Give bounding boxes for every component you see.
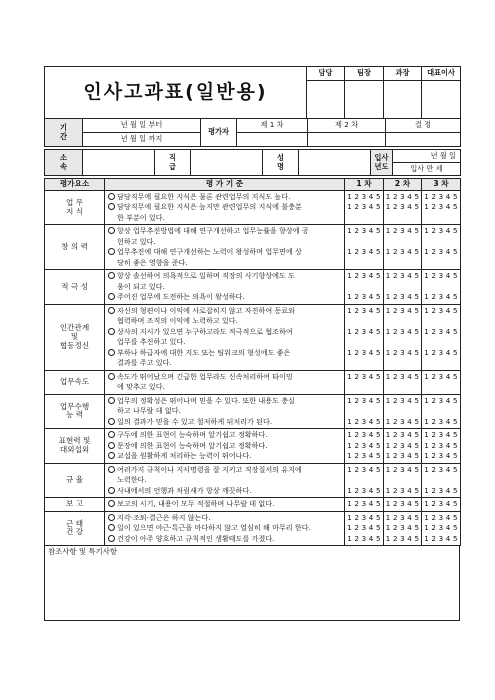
criteria-text: 업무를 추진하고 있다. [117, 337, 186, 347]
score-cell-round2[interactable] [384, 511, 422, 545]
criteria-text: 건강이 아주 양호하고 규칙적인 생활태도를 가졌다. [117, 533, 275, 543]
evaluator-label: 평가자 [201, 119, 237, 147]
decision-sign[interactable] [386, 133, 461, 147]
score-scale [422, 382, 460, 392]
name-field[interactable] [299, 150, 371, 176]
circle-bullet-icon [108, 535, 115, 542]
score-scale[interactable]: 1 2 3 4 5 [347, 326, 381, 336]
circle-bullet-icon [108, 328, 115, 335]
score-scale[interactable]: 1 2 3 4 5 [385, 305, 420, 315]
score-scale [422, 475, 460, 485]
evaluator-round1-sign[interactable] [237, 133, 308, 147]
appraisal-form [44, 66, 460, 621]
criteria-text: 당히 좋은 영향을 준다. [117, 257, 188, 267]
notes-label: 참조사항 및 특기사항 [48, 547, 117, 557]
criteria-line [108, 226, 342, 236]
score-scale[interactable]: 1 2 3 4 5 [424, 499, 458, 509]
evaluation-row [45, 498, 461, 511]
criteria-line [108, 327, 342, 337]
score-cell-round2[interactable] [384, 498, 422, 511]
evaluator-round2-sign[interactable] [308, 133, 386, 147]
score-scale [384, 475, 421, 485]
score-cell-round3[interactable] [422, 511, 461, 545]
score-scale[interactable]: 1 2 3 4 5 [385, 226, 420, 236]
criteria-text: 일이 있으면 야근·특근을 마다하지 않고 열심히 해 마무리 한다. [117, 523, 311, 533]
criteria-line [108, 486, 342, 496]
score-scale[interactable]: 1 2 3 4 5 [347, 512, 381, 522]
score-scale [384, 337, 421, 347]
evaluation-category: 창 의 력 [45, 225, 105, 270]
period-label: 기 간 [45, 119, 83, 147]
score-scale[interactable]: 1 2 3 4 5 [385, 271, 420, 281]
score-scale [345, 382, 383, 392]
score-cell-round3[interactable] [422, 191, 461, 225]
score-scale[interactable]: 1 2 3 4 5 [385, 371, 420, 381]
evaluation-table [44, 178, 461, 546]
criteria-line [108, 271, 342, 281]
score-scale[interactable]: 1 2 3 4 5 [347, 192, 381, 201]
score-scale[interactable]: 1 2 3 4 5 [385, 512, 420, 522]
score-scale[interactable]: 1 2 3 4 5 [424, 371, 458, 381]
score-scale[interactable]: 1 2 3 4 5 [385, 326, 420, 336]
criteria-text: 움이 되고 있다. [117, 281, 165, 291]
score-scale[interactable]: 1 2 3 4 5 [347, 499, 381, 509]
score-scale [384, 382, 421, 392]
criteria-line [108, 237, 342, 247]
approval-label: 대표이사 [422, 67, 461, 81]
criteria-text: 주어진 업무에 도전하는 의욕이 왕성하다. [117, 292, 245, 302]
criteria-line [108, 513, 342, 523]
evaluation-row [45, 304, 461, 370]
score-cell-round3[interactable] [422, 498, 461, 511]
score-scale[interactable]: 1 2 3 4 5 [424, 202, 458, 212]
evaluation-row [45, 394, 461, 428]
approval-sign-box[interactable] [307, 81, 345, 119]
circle-bullet-icon [108, 307, 115, 314]
criteria-line [108, 258, 342, 268]
score-cell-round1[interactable] [345, 498, 384, 511]
circle-bullet-icon [108, 500, 115, 507]
criteria-text: 교섭을 원활하게 처리하는 능력이 뛰어나다. [117, 451, 252, 461]
approval-sign-box[interactable] [384, 81, 422, 119]
circle-bullet-icon [108, 466, 115, 473]
score-scale[interactable]: 1 2 3 4 5 [385, 395, 420, 405]
score-scale [384, 316, 421, 326]
round2-header: 2 차 [384, 179, 422, 191]
criteria-line [108, 348, 342, 358]
score-scale [345, 406, 383, 416]
score-scale[interactable]: 1 2 3 4 5 [424, 271, 458, 281]
score-scale[interactable]: 1 2 3 4 5 [385, 440, 420, 450]
score-scale [384, 406, 421, 416]
criteria-line [108, 192, 342, 202]
criteria-text: 협력하며 조직의 이익에 노력하고 있다. [117, 316, 238, 326]
score-cell-round3[interactable] [422, 429, 461, 463]
score-cell-round3[interactable] [422, 304, 461, 370]
evaluation-category: 적 극 성 [45, 270, 105, 304]
score-scale [422, 213, 460, 223]
circle-bullet-icon [108, 514, 115, 521]
evaluation-row [45, 463, 461, 497]
criteria-line [108, 499, 342, 509]
criteria-text: 업무의 정확성은 뛰어나며 믿을 수 있다. 또한 내용도 충실 [117, 395, 295, 405]
criteria-line [108, 465, 342, 475]
score-cell-round3[interactable] [422, 270, 461, 304]
score-scale[interactable]: 1 2 3 4 5 [385, 430, 420, 440]
criteria-text: 문장에 의한 표현이 능숙하며 알기쉽고 정확하다. [117, 440, 268, 450]
criteria-line [108, 292, 342, 302]
circle-bullet-icon [108, 431, 115, 438]
evaluation-category: 표현력 및 대외섭외 [45, 429, 105, 463]
score-cell-round1[interactable] [345, 304, 384, 370]
score-scale[interactable]: 1 2 3 4 5 [424, 464, 458, 474]
circle-bullet-icon [108, 203, 115, 210]
evaluation-category: 인간관계 및 협동정신 [45, 304, 105, 370]
evaluation-category: 업무속도 [45, 370, 105, 394]
score-scale[interactable]: 1 2 3 4 5 [424, 292, 458, 302]
criteria-text: 일의 결과가 믿을 수 있고 철저하게 뒤처리가 된다. [117, 416, 273, 426]
period-to[interactable]: 년 월 일 까지 [83, 133, 201, 147]
criteria-text: 담당직무에 필요한 지식은 물론 관련업무의 지식도 높다. [117, 192, 291, 201]
score-cell-round1[interactable] [345, 429, 384, 463]
evaluation-criteria [105, 429, 345, 463]
score-scale[interactable]: 1 2 3 4 5 [424, 512, 458, 522]
criteria-line [108, 213, 342, 223]
join-age-field[interactable]: 입사 만 세 [393, 163, 461, 176]
score-scale[interactable]: 1 2 3 4 5 [385, 451, 420, 461]
criteria-text: 담당직무에 필요한 지식은 높지만 관련업무의 지식에 불충분 [117, 202, 302, 212]
join-date-field[interactable]: 년 월 일 [393, 150, 461, 163]
info-table [44, 149, 461, 176]
score-scale[interactable]: 1 2 3 4 5 [347, 430, 381, 440]
criteria-line [108, 337, 342, 347]
criteria-line [108, 406, 342, 416]
approval-label: 담당 [307, 67, 345, 81]
evaluation-row [45, 429, 461, 463]
notes-table [44, 545, 460, 621]
circle-bullet-icon [108, 452, 115, 459]
criteria-line [108, 430, 342, 440]
criteria-line [108, 396, 342, 406]
evaluation-criteria [105, 511, 345, 545]
round1-header: 1 차 [345, 179, 384, 191]
approval-sign-box[interactable] [345, 81, 384, 119]
criteria-header: 평 가 기 준 [105, 179, 345, 191]
score-cell-round3[interactable] [422, 463, 461, 497]
score-scale[interactable]: 1 2 3 4 5 [385, 499, 420, 509]
score-cell-round2[interactable] [384, 394, 422, 428]
score-scale[interactable]: 1 2 3 4 5 [347, 485, 381, 495]
criteria-text: 헌하고 있다. [117, 236, 156, 246]
score-cell-round2[interactable] [384, 429, 422, 463]
score-cell-round1[interactable] [345, 225, 384, 270]
score-scale [384, 258, 421, 268]
score-scale[interactable]: 1 2 3 4 5 [385, 247, 420, 257]
circle-bullet-icon [108, 487, 115, 494]
criteria-line [108, 523, 342, 533]
score-cell-round1[interactable] [345, 511, 384, 545]
score-scale [422, 406, 460, 416]
score-scale[interactable]: 1 2 3 4 5 [424, 416, 458, 426]
score-scale[interactable]: 1 2 3 4 5 [347, 247, 381, 257]
form-title: 인사고과표(일반용) [45, 67, 307, 119]
score-scale[interactable]: 1 2 3 4 5 [424, 430, 458, 440]
score-cell-round1[interactable] [345, 270, 384, 304]
score-scale[interactable]: 1 2 3 4 5 [385, 533, 420, 543]
score-scale [384, 358, 421, 368]
criteria-line [108, 247, 342, 257]
criteria-text: 지각·조퇴·결근은 하지 않는다. [117, 512, 211, 522]
evaluation-category: 업 무 지 식 [45, 191, 105, 225]
score-scale[interactable]: 1 2 3 4 5 [347, 292, 381, 302]
score-scale[interactable]: 1 2 3 4 5 [424, 226, 458, 236]
criteria-text: 부하나 하급자에 대한 지도 또는 팀워크의 형성에도 좋은 [117, 347, 291, 357]
score-cell-round3[interactable] [422, 394, 461, 428]
criteria-text: 항상 업무추진방법에 대해 연구개선하고 업무능률을 향상에 공 [117, 226, 309, 236]
evaluation-category: 근 태 건 강 [45, 511, 105, 545]
score-scale [345, 258, 383, 268]
score-scale [345, 237, 383, 247]
category-header: 평가요소 [45, 179, 105, 191]
criteria-line [108, 475, 342, 485]
affiliation-label: 소 속 [45, 150, 83, 176]
score-scale[interactable]: 1 2 3 4 5 [347, 523, 381, 533]
evaluation-criteria [105, 191, 345, 225]
criteria-text: 상사의 지시가 있으면 누구하고라도 적극적으로 협조하여 [117, 326, 293, 336]
evaluation-criteria [105, 394, 345, 428]
evaluator-round2: 제 2 차 [308, 119, 386, 133]
score-scale[interactable]: 1 2 3 4 5 [424, 533, 458, 543]
score-cell-round1[interactable] [345, 191, 384, 225]
score-cell-round2[interactable] [384, 270, 422, 304]
score-scale[interactable]: 1 2 3 4 5 [424, 451, 458, 461]
decision-label: 결 정 [386, 119, 461, 133]
score-scale [422, 316, 460, 326]
name-label: 성 명 [263, 150, 299, 176]
score-scale[interactable]: 1 2 3 4 5 [385, 464, 420, 474]
evaluation-row [45, 191, 461, 225]
score-scale[interactable]: 1 2 3 4 5 [424, 395, 458, 405]
criteria-line [108, 372, 342, 382]
circle-bullet-icon [108, 373, 115, 380]
approval-label: 과장 [384, 67, 422, 81]
criteria-line [108, 382, 342, 392]
score-scale [345, 316, 383, 326]
score-scale[interactable]: 1 2 3 4 5 [385, 416, 420, 426]
criteria-line [108, 202, 342, 212]
score-scale [422, 258, 460, 268]
circle-bullet-icon [108, 248, 115, 255]
criteria-text: 구두에 의한 표현이 능숙하며 알기쉽고 정확하다. [117, 430, 268, 440]
evaluation-criteria [105, 498, 345, 511]
criteria-text: 보고의 시기, 내용이 모두 적절하며 나무랄 데 없다. [117, 499, 275, 509]
criteria-text: 사내에서의 언행과 차림새가 항상 깨끗하다. [117, 485, 252, 495]
evaluation-criteria [105, 304, 345, 370]
criteria-text: 속도가 뛰어났으며 긴급한 업무라도 신속처리하여 타이밍 [117, 371, 293, 381]
score-scale[interactable]: 1 2 3 4 5 [424, 247, 458, 257]
criteria-text: 에 맞추고 있다. [117, 382, 165, 392]
position-field[interactable] [191, 150, 263, 176]
score-scale [345, 282, 383, 292]
score-scale[interactable]: 1 2 3 4 5 [385, 523, 420, 533]
score-cell-round3[interactable] [422, 225, 461, 270]
notes-field[interactable] [45, 546, 460, 621]
score-scale[interactable]: 1 2 3 4 5 [347, 416, 381, 426]
circle-bullet-icon [108, 442, 115, 449]
criteria-text: 노력한다. [117, 475, 147, 485]
score-scale[interactable]: 1 2 3 4 5 [385, 202, 420, 212]
criteria-line [108, 441, 342, 451]
evaluator-round1: 제 1 차 [237, 119, 308, 133]
score-scale [422, 337, 460, 347]
score-scale [422, 282, 460, 292]
affiliation-field[interactable] [83, 150, 155, 176]
score-scale [345, 358, 383, 368]
score-cell-round2[interactable] [384, 370, 422, 394]
score-scale[interactable]: 1 2 3 4 5 [424, 485, 458, 495]
circle-bullet-icon [108, 349, 115, 356]
circle-bullet-icon [108, 397, 115, 404]
score-scale[interactable]: 1 2 3 4 5 [385, 347, 420, 357]
score-scale [422, 358, 460, 368]
score-scale[interactable]: 1 2 3 4 5 [347, 440, 381, 450]
circle-bullet-icon [108, 293, 115, 300]
criteria-text: 한 부분이 있다. [117, 212, 165, 222]
score-cell-round3[interactable] [422, 370, 461, 394]
score-cell-round2[interactable] [384, 304, 422, 370]
score-cell-round1[interactable] [345, 463, 384, 497]
evaluation-header-row [45, 179, 461, 191]
score-scale [384, 213, 421, 223]
score-scale[interactable]: 1 2 3 4 5 [424, 326, 458, 336]
score-cell-round2[interactable] [384, 225, 422, 270]
criteria-line [108, 316, 342, 326]
evaluation-row [45, 225, 461, 270]
evaluation-criteria [105, 370, 345, 394]
evaluation-row [45, 370, 461, 394]
evaluation-row [45, 511, 461, 545]
criteria-line [108, 534, 342, 544]
circle-bullet-icon [108, 227, 115, 234]
score-scale[interactable]: 1 2 3 4 5 [347, 347, 381, 357]
position-label: 직 급 [155, 150, 191, 176]
score-cell-round2[interactable] [384, 463, 422, 497]
title-table [44, 66, 461, 119]
score-scale[interactable]: 1 2 3 4 5 [424, 305, 458, 315]
period-table [44, 118, 461, 147]
circle-bullet-icon [108, 272, 115, 279]
approval-sign-box[interactable] [422, 81, 461, 119]
score-scale[interactable]: 1 2 3 4 5 [347, 202, 381, 212]
approval-label: 팀장 [345, 67, 384, 81]
criteria-line [108, 282, 342, 292]
score-cell-round1[interactable] [345, 394, 384, 428]
score-scale [345, 213, 383, 223]
evaluation-category: 규 율 [45, 463, 105, 497]
score-scale[interactable]: 1 2 3 4 5 [424, 192, 458, 201]
evaluation-row [45, 270, 461, 304]
criteria-text: 업무추진에 대해 연구개선하는 노력이 왕성하며 업무면에 상 [117, 247, 302, 257]
score-scale[interactable]: 1 2 3 4 5 [347, 451, 381, 461]
score-scale[interactable]: 1 2 3 4 5 [347, 395, 381, 405]
criteria-text: 결과를 주고 있다. [117, 358, 172, 368]
criteria-text: 자신의 형편이나 이익에 사로잡히지 않고 자진하여 동료와 [117, 305, 295, 315]
score-scale[interactable]: 1 2 3 4 5 [424, 523, 458, 533]
score-scale[interactable]: 1 2 3 4 5 [347, 305, 381, 315]
score-scale[interactable]: 1 2 3 4 5 [385, 292, 420, 302]
score-cell-round1[interactable] [345, 370, 384, 394]
join-year-label: 입사 년도 [371, 150, 393, 176]
evaluation-category: 업무수행 능 력 [45, 394, 105, 428]
score-scale [384, 237, 421, 247]
evaluation-criteria [105, 463, 345, 497]
score-scale[interactable]: 1 2 3 4 5 [424, 440, 458, 450]
evaluation-criteria [105, 270, 345, 304]
criteria-line [108, 451, 342, 461]
criteria-line [108, 358, 342, 368]
score-cell-round2[interactable] [384, 191, 422, 225]
round3-header: 3 차 [422, 179, 461, 191]
score-scale [345, 337, 383, 347]
score-scale[interactable]: 1 2 3 4 5 [347, 226, 381, 236]
circle-bullet-icon [108, 524, 115, 531]
score-scale[interactable]: 1 2 3 4 5 [347, 533, 381, 543]
period-from[interactable]: 년 월 일 부터 [83, 119, 201, 133]
score-scale[interactable]: 1 2 3 4 5 [385, 485, 420, 495]
circle-bullet-icon [108, 193, 115, 200]
circle-bullet-icon [108, 418, 115, 425]
evaluation-category: 보 고 [45, 498, 105, 511]
score-scale [422, 237, 460, 247]
evaluation-criteria [105, 225, 345, 270]
score-scale [345, 475, 383, 485]
score-scale[interactable]: 1 2 3 4 5 [424, 347, 458, 357]
criteria-line [108, 306, 342, 316]
score-scale [384, 282, 421, 292]
score-scale[interactable]: 1 2 3 4 5 [347, 371, 381, 381]
score-scale[interactable]: 1 2 3 4 5 [347, 464, 381, 474]
criteria-text: 여러가지 규칙이나 지시명령을 잘 지키고 직장질서의 유지에 [117, 464, 302, 474]
score-scale[interactable]: 1 2 3 4 5 [385, 192, 420, 201]
criteria-text: 항상 솔선하여 의욕적으로 일하며 직장의 사기향상에도 도 [117, 271, 295, 281]
criteria-text: 하고 나무랄 데 없다. [117, 406, 181, 416]
score-scale[interactable]: 1 2 3 4 5 [347, 271, 381, 281]
criteria-line [108, 417, 342, 427]
